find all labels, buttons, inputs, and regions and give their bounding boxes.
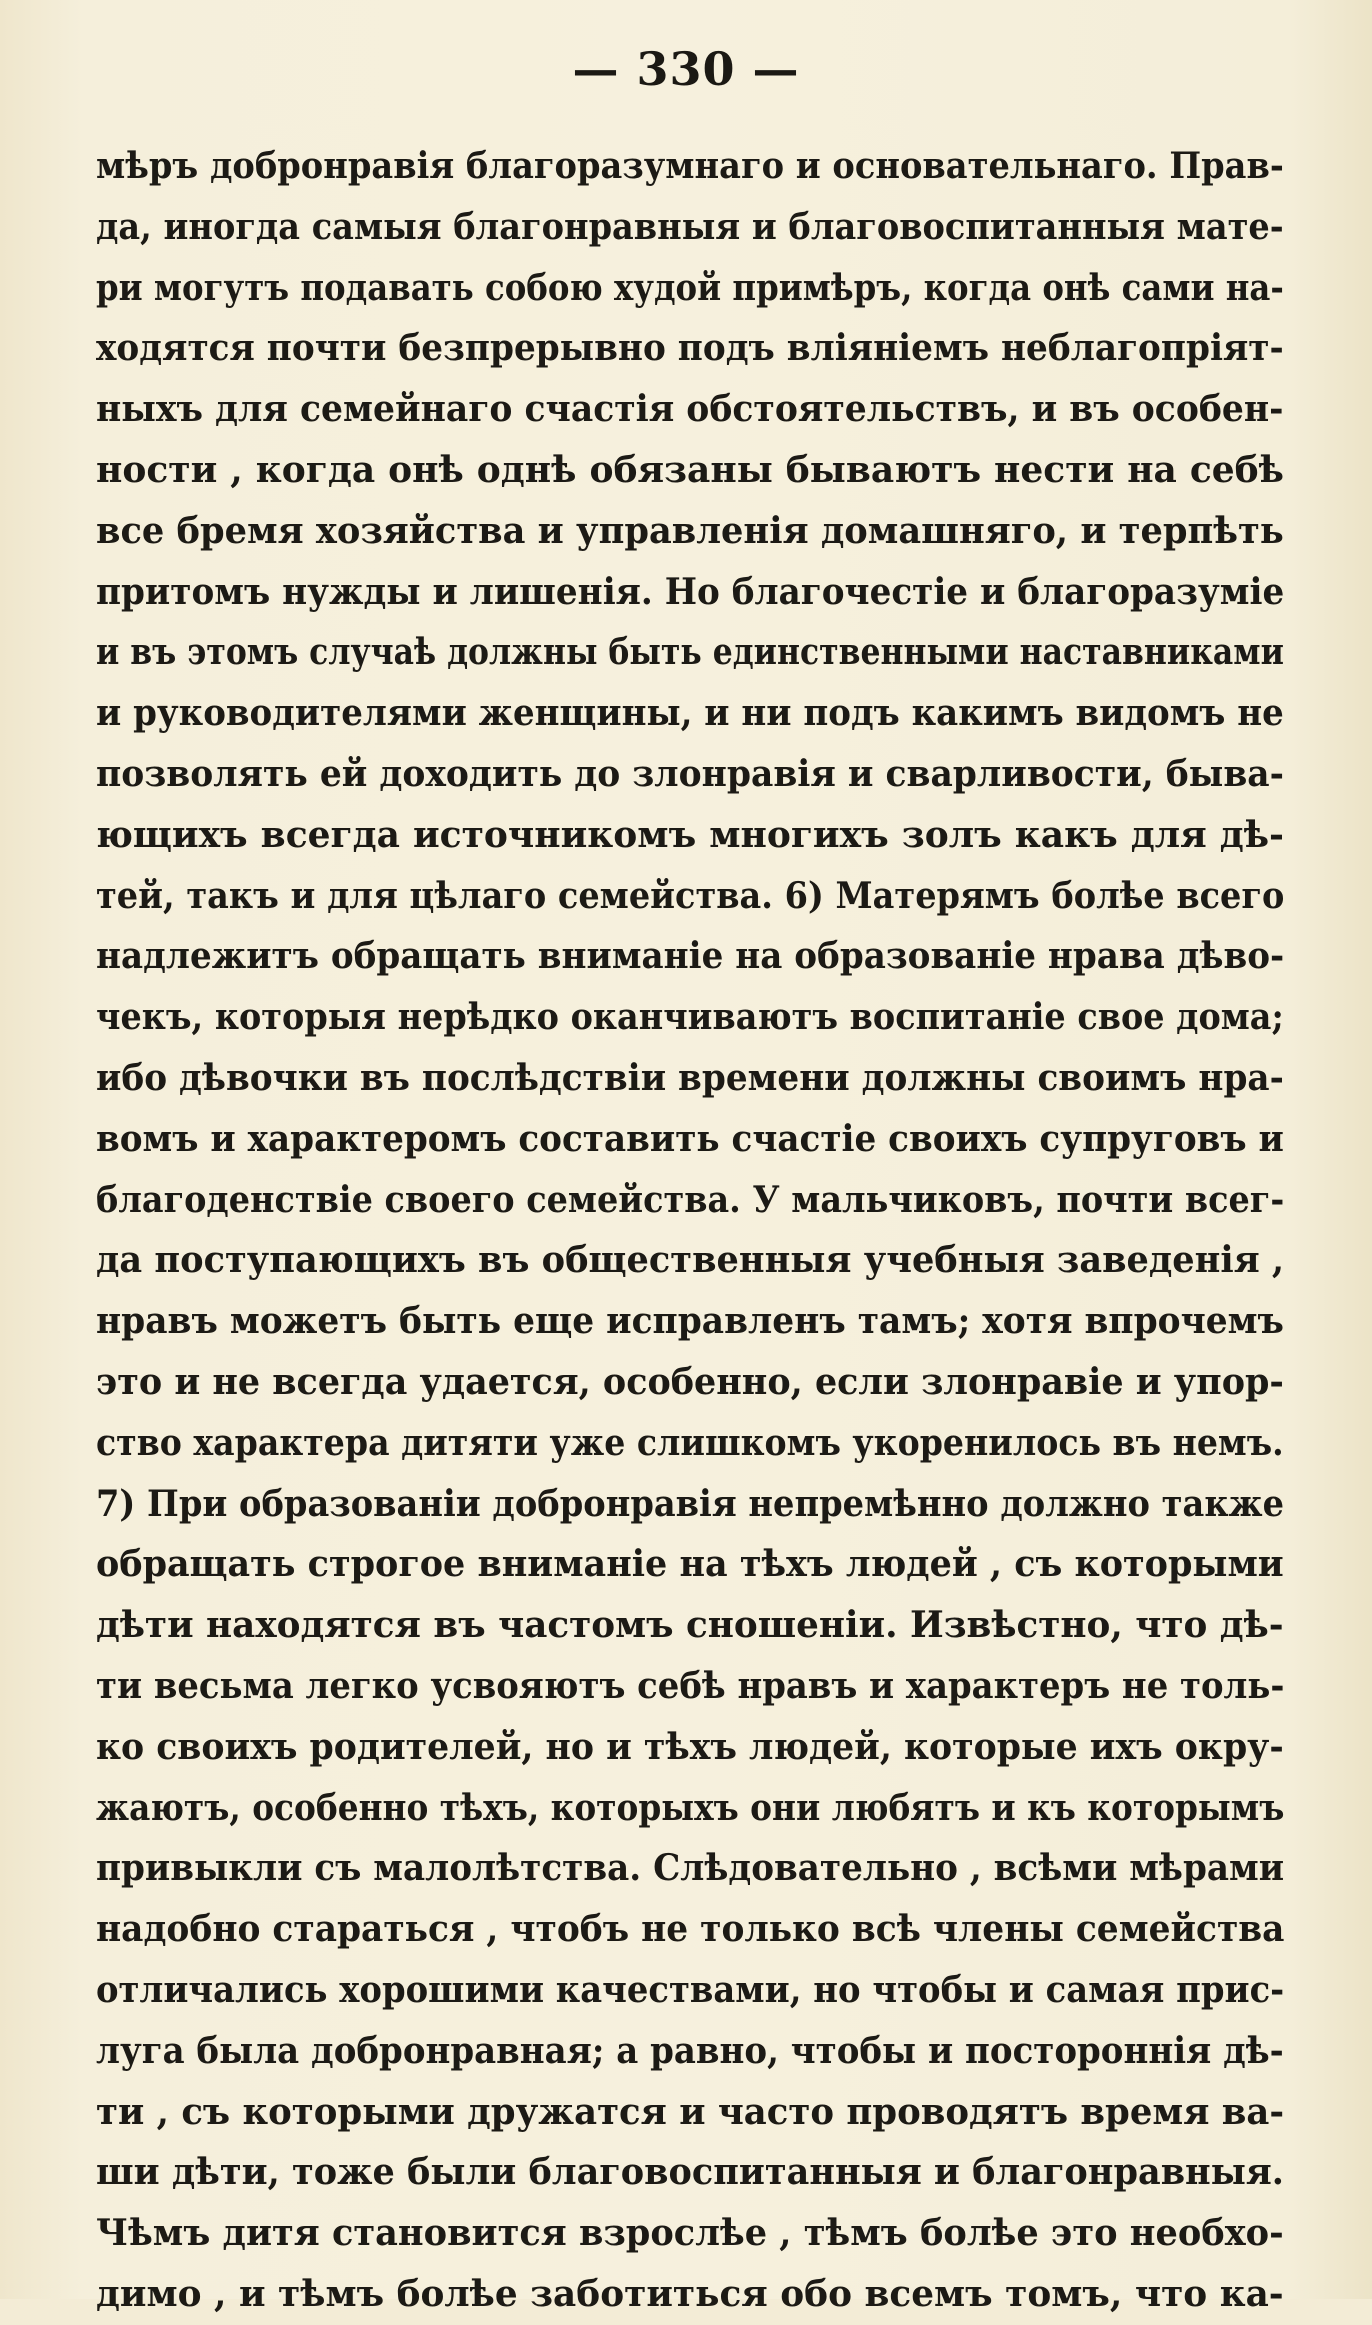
text-line: притомъ нужды и лишенія. Но благочестіе и благоразуміе [96, 570, 1284, 613]
text-line: все бремя хозяйства и управленія домашняго, и терпѣть [96, 509, 1284, 552]
text-line: позволять ей доходить до злонравія и сварливости, быва- [96, 752, 1284, 795]
text-line: вомъ и характеромъ составить счастіе своихъ супруговъ и [96, 1117, 1284, 1160]
text-line: луга была добронравная; а равно, чтобы и постороннія дѣ- [96, 2029, 1284, 2072]
text-line: Чѣмъ дитя становится взрослѣе , тѣмъ болѣе это необхо- [96, 2212, 1284, 2255]
text-line: жаютъ, особенно тѣхъ, которыхъ они любятъ и къ которымъ [96, 1786, 1284, 1829]
text-line: ко своихъ родителей, но и тѣхъ людей, которые ихъ окру- [96, 1725, 1284, 1768]
text-line: да поступающихъ въ общественныя учебныя заведенія , [96, 1239, 1285, 1282]
text-line: ри могутъ подавать собою худой примѣръ, когда онѣ сами на- [96, 266, 1284, 309]
text-line: 7) При образованіи добронравія непремѣнно должно также [96, 1482, 1285, 1525]
text-line: ти весьма легко усвояютъ себѣ нравъ и характеръ не толь- [96, 1664, 1285, 1707]
text-line: это и не всегда удается, особенно, если злонравіе и упор- [96, 1360, 1284, 1403]
text-line: надлежитъ обращать вниманіе на образованіе нрава дѣво- [96, 935, 1285, 978]
text-line: тей, такъ и для цѣлаго семейства. 6) Матерямъ болѣе всего [96, 874, 1285, 917]
text-line: димо , и тѣмъ болѣе заботиться обо всемъ томъ, что ка- [96, 2272, 1284, 2315]
text-line: дѣти находятся въ частомъ сношеніи. Извѣстно, что дѣ- [96, 1604, 1284, 1647]
text-line: ходятся почти безпрерывно подъ вліяніемъ неблагопріят- [96, 327, 1284, 370]
text-line: надобно стараться , чтобъ не только всѣ члены семейства [96, 1908, 1285, 1951]
body-text [96, 136, 1284, 2325]
page-number: — 330 — [572, 42, 800, 96]
text-line: отличались хорошими качествами, но чтобы и самая прис- [96, 1968, 1284, 2011]
text-line: благоденствіе своего семейства. У мальчиковъ, почти всег- [96, 1178, 1285, 1221]
text-line: чекъ, которыя нерѣдко оканчиваютъ воспитаніе свое дома; [96, 996, 1284, 1039]
text-line: и въ этомъ случаѣ должны быть единственными наставниками [96, 631, 1284, 674]
text-line: ныхъ для семейнаго счастія обстоятельствъ, и въ особен- [96, 388, 1284, 431]
text-line: ство характера дитяти уже слишкомъ укоренилось въ немъ. [96, 1421, 1284, 1464]
text-line: нравъ можетъ быть еще исправленъ тамъ; хотя впрочемъ [96, 1300, 1284, 1343]
text-line: обращать строгое вниманіе на тѣхъ людей , съ которыми [96, 1543, 1284, 1586]
text-line: ибо дѣвочки въ послѣдствіи времени должны своимъ нра- [96, 1056, 1284, 1099]
text-line: ющихъ всегда источникомъ многихъ золъ какъ для дѣ- [96, 813, 1284, 856]
text-line: ти , съ которыми дружатся и часто проводятъ время ва- [96, 2090, 1285, 2133]
text-line: да, иногда самыя благонравныя и благовоспитанныя мате- [96, 205, 1284, 248]
text-line: привыкли съ малолѣтства. Слѣдовательно , всѣми мѣрами [96, 1847, 1284, 1890]
text-line: и руководителями женщины, и ни подъ какимъ видомъ не [96, 692, 1284, 735]
text-line: ности , когда онѣ однѣ обязаны бываютъ нести на себѣ [96, 448, 1284, 491]
text-line: ши дѣти, тоже были благовоспитанныя и благонравныя. [96, 2151, 1284, 2194]
text-line: мѣръ добронравія благоразумнаго и основательнаго. Прав- [96, 145, 1284, 187]
